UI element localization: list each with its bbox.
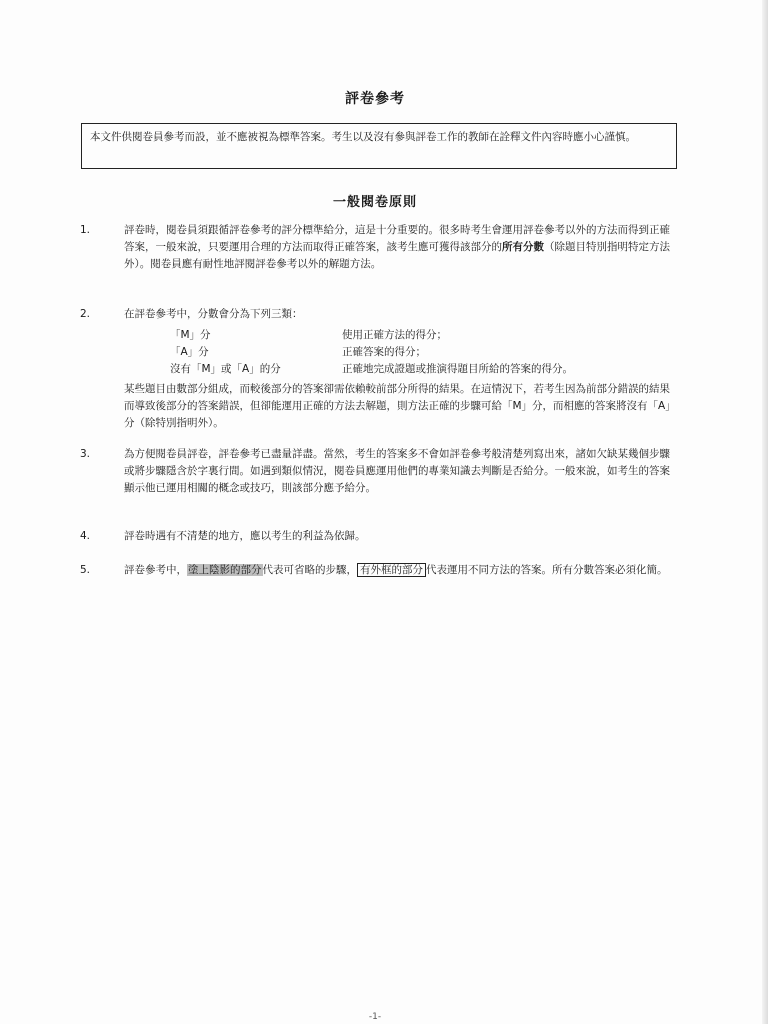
scan-edge-shadow <box>762 0 768 1024</box>
scoring-row-none <box>170 361 680 378</box>
scoring-key: 「A」分 <box>170 346 209 358</box>
item-body: 為方便閱卷員評卷，評卷參考已盡量詳盡。當然，考生的答案多不會如評卷參考般清楚列寫出來，諸如欠缺某幾個步驟或將步驟隱含於字裏行間。如遇到類似情況，閱卷員應運用他們的專業知識去判斷是否給分。一般來說，如考生的答案顯示他已運用相關的概念或技巧，則該部分應予給分。 <box>124 448 670 494</box>
list-item-5 <box>80 562 680 579</box>
scoring-key: 「M」分 <box>170 329 211 341</box>
item-body <box>124 306 680 432</box>
scoring-key: 沒有「M」或「A」的分 <box>170 363 281 375</box>
item-number: 3. <box>80 448 91 460</box>
item-text: （除題目特別指明特定方法外）。閱卷員應有耐性地評閱評卷參考以外的解題方法。 <box>124 241 670 270</box>
item-body <box>124 222 680 273</box>
item-number: 1. <box>80 224 91 236</box>
list-item-2 <box>80 306 680 432</box>
shaded-text-sample: 塗上陰影的部分 <box>188 564 262 576</box>
scoring-value: 正確答案的得分； <box>342 346 426 358</box>
scoring-value: 使用正確方法的得分； <box>342 329 447 341</box>
scoring-row-m <box>170 327 680 344</box>
item-number: 2. <box>80 308 91 320</box>
item-body: 評卷時遇有不清楚的地方，應以考生的利益為依歸。 <box>124 530 366 542</box>
item-text: 代表運用不同方法的答案。所有分數答案必須化簡。 <box>426 564 668 576</box>
item-body <box>124 562 680 579</box>
scoring-row-a <box>170 344 680 361</box>
item-number: 5. <box>80 564 91 576</box>
section-heading: 一般閱卷原則 <box>332 195 417 210</box>
item-number: 4. <box>80 530 91 542</box>
list-item-4 <box>80 528 680 545</box>
item-text: 評卷時，閱卷員須跟循評卷參考的評分標準給分，這是十分重要的。很多時考生會運用評卷參考以外的方法而得到正確答案，一般來說，只要運用合理的方法而取得正確答案，該考生應可獲得該部分的 <box>124 224 670 253</box>
item-intro: 在評卷參考中，分數會分為下列三類： <box>124 308 303 320</box>
boxed-text-sample: 有外框的部分 <box>357 563 426 577</box>
list-item-1 <box>80 222 680 273</box>
scoring-value: 正確地完成證題或推演得題目所給的答案的得分。 <box>342 363 573 375</box>
item-text: 評卷參考中， <box>124 564 187 576</box>
page-number: -1- <box>368 1012 382 1022</box>
list-item-3 <box>80 446 680 497</box>
item-followup: 某些題目由數部分組成，而較後部分的答案卻需依賴較前部分所得的結果。在這情況下，若考生因為前部分錯誤的結果而導致後部分的答案錯誤，但卻能運用正確的方法去解題，則方法正確的步驟可給「M」分，而相應的答案將沒有「A」分（除特別指明外）。 <box>124 383 676 429</box>
emphasis-text: 所有分數 <box>502 241 544 253</box>
item-text: 代表可省略的步驟， <box>262 564 357 576</box>
notice-box: 本文件供閱卷員參考而設，並不應被視為標準答案。考生以及沒有參與評卷工作的教師在詮釋文件內容時應小心謹慎。 <box>81 123 677 169</box>
page-title: 評卷參考 <box>345 91 405 107</box>
